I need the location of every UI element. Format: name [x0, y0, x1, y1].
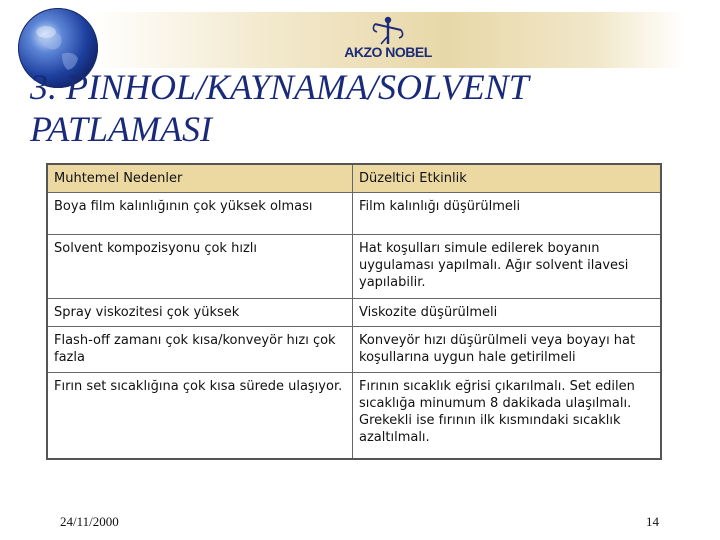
action-cell: Fırının sıcaklık eğrisi çıkarılmalı. Set edilen sıcaklığa minumum 8 dakikada ulaşılmalı. Grekekli ise fırının ilk kısmındaki sıcaklık azaltılmalı. — [353, 373, 662, 459]
footer-date: 24/11/2000 — [60, 514, 119, 529]
cause-cell: Flash-off zamanı çok kısa/konveyör hızı çok fazla — [47, 327, 353, 373]
cause-cell: Fırın set sıcaklığına çok kısa sürede ulaşıyor. — [47, 373, 353, 459]
cause-cell: Boya film kalınlığının çok yüksek olması — [47, 193, 353, 235]
table-row — [47, 373, 661, 459]
action-cell: Konveyör hızı düşürülmeli veya boyayı hat koşullarına uygun hale getirilmeli — [353, 327, 662, 373]
table-row — [47, 235, 661, 299]
page-title: 3. PINHOL/KAYNAMA/SOLVENT PATLAMASI — [30, 67, 529, 149]
table-header-row — [47, 164, 661, 193]
table-row — [47, 193, 661, 235]
action-cell: Viskozite düşürülmeli — [353, 299, 662, 327]
action-cell: Film kalınlığı düşürülmeli — [353, 193, 662, 235]
action-cell: Hat koşulları simule edilerek boyanın uygulaması yapılmalı. Ağır solvent ilavesi yapılabilir. — [353, 235, 662, 299]
akzo-nobel-logo — [343, 14, 433, 70]
logo-text: AKZO NOBEL — [344, 44, 432, 60]
table-row — [47, 299, 661, 327]
column-header-actions: Düzeltici Etkinlik — [353, 164, 662, 193]
cause-cell: Solvent kompozisyonu çok hızlı — [47, 235, 353, 299]
page-number: 14 — [646, 514, 659, 529]
cause-cell: Spray viskozitesi çok yüksek — [47, 299, 353, 327]
table-row — [47, 327, 661, 373]
column-header-causes: Muhtemel Nedenler — [47, 164, 353, 193]
causes-table — [46, 163, 662, 460]
